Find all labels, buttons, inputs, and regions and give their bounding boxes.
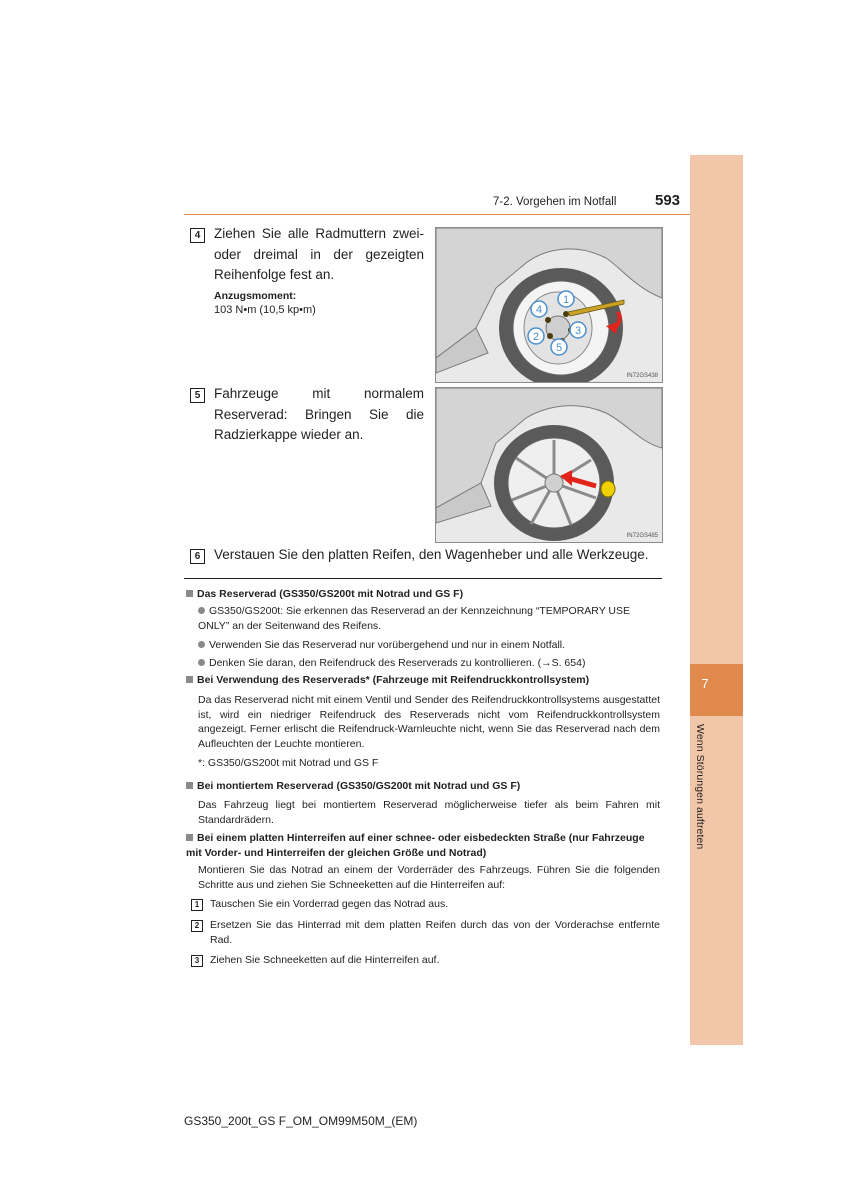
callout-4 <box>531 301 547 317</box>
note-usage-title: Bei Verwendung des Reserverads* (Fahrzeuge mit Reifendruckkontrollsystem) <box>186 674 589 686</box>
figure-code: IN72GS485 <box>626 533 658 539</box>
square-bullet-icon <box>186 834 193 841</box>
note-spare-title: Das Reserverad (GS350/GS200t mit Notrad und GS F) <box>186 588 463 600</box>
svg-text:1: 1 <box>562 294 570 306</box>
step-4-text: Ziehen Sie alle Radmuttern zwei- oder dreimal in der gezeigten Reihenfolge fest an. <box>214 226 424 282</box>
step-number-6: 6 <box>190 549 205 564</box>
note-spare-bullet: Verwenden Sie das Reserverad nur vorübergehend und nur in einem Notfall. <box>198 638 662 653</box>
figure-wheel-nuts <box>435 227 663 383</box>
step-5-text: Fahrzeuge mit normalem Reserverad: Bringen Sie die Radzierkappe wieder an. <box>214 386 424 442</box>
svg-text:5: 5 <box>555 342 563 354</box>
svg-text:3: 3 <box>574 325 582 337</box>
callout-2 <box>528 328 544 344</box>
note-snow-body: Montieren Sie das Notrad an einem der Vorderräder des Fahrzeugs. Führen Sie die folgenden Schritte aus und ziehen Sie Schneeketten auf die Hinterreifen auf: <box>198 864 660 891</box>
round-bullet-icon <box>198 641 205 648</box>
square-bullet-icon <box>186 676 193 683</box>
figure-hubcap <box>435 387 663 543</box>
round-bullet-icon <box>198 659 205 666</box>
torque-label: Anzugsmoment: <box>214 290 297 302</box>
snow-step-text: Ziehen Sie Schneeketten auf die Hinterreifen auf. <box>210 954 440 966</box>
note-spare-bullet: GS350/GS200t: Sie erkennen das Reserverad an der Kennzeichnung “TEMPORARY USE ONLY” an der Seitenwand des Reifens. <box>198 605 631 632</box>
figure-code: IN72GS438 <box>626 373 658 379</box>
snow-step-number: 3 <box>191 955 203 967</box>
snow-step-number: 1 <box>191 899 203 911</box>
svg-text:4: 4 <box>535 304 543 316</box>
note-usage-body: Da das Reserverad nicht mit einem Ventil und Sender des Reifendruckkontrollsystems ausgestattet ist, wird ein niedriger Reifendruck des Reserverads nicht vom Reifendruckkontrollsystem angezeigt. Ferner erlischt die Reifendruck-Warnleuchte nicht, wenn Sie das Reserverad nach dem Aufleuchten der Leuchte montieren. <box>198 694 660 750</box>
note-snow-title: Bei einem platten Hinterreifen auf einer schnee- oder eisbedeckten Straße (nur Fahrzeuge mit Vorder- und Hinterreifen der gleichen Größe und Notrad) <box>186 832 645 859</box>
page-number: 593 <box>655 192 681 209</box>
document-code: GS350_200t_GS F_OM_OM99M50M_(EM) <box>184 1114 418 1128</box>
section-title: 7-2. Vorgehen im Notfall <box>493 196 617 208</box>
note-usage-footnote: *: GS350/GS200t mit Notrad und GS F <box>198 757 379 769</box>
callout-1 <box>558 291 574 307</box>
round-bullet-icon <box>198 607 205 614</box>
section-divider <box>184 578 662 579</box>
hubcap-illustration <box>436 388 662 542</box>
chapter-number: 7 <box>701 676 709 691</box>
step-number-5: 5 <box>190 388 205 403</box>
step-6-text: Verstauen Sie den platten Reifen, den Wagenheber und alle Werkzeuge. <box>214 547 649 562</box>
header-rule <box>184 214 690 215</box>
chapter-title: Wenn Störungen auftreten <box>694 724 706 850</box>
wheel-nut-illustration <box>436 228 662 382</box>
snow-step-text: Tauschen Sie ein Vorderrad gegen das Notrad aus. <box>210 898 449 910</box>
chapter-tab-strip <box>690 155 743 1045</box>
callout-3 <box>570 322 586 338</box>
note-spare-bullet: Denken Sie daran, den Reifendruck des Reserverads zu kontrollieren. (→S. 654) <box>198 656 662 671</box>
snow-step-number: 2 <box>191 920 203 932</box>
square-bullet-icon <box>186 590 193 597</box>
torque-value: 103 N•m (10,5 kp•m) <box>214 304 316 316</box>
square-bullet-icon <box>186 782 193 789</box>
svg-text:2: 2 <box>532 331 540 343</box>
note-mounted-body: Das Fahrzeug liegt bei montiertem Reserverad möglicherweise tiefer als beim Fahren mit Standardrädern. <box>198 799 660 826</box>
callout-5 <box>551 339 567 355</box>
step-number-4: 4 <box>190 228 205 243</box>
note-mounted-title: Bei montiertem Reserverad (GS350/GS200t mit Notrad und GS F) <box>186 780 520 792</box>
snow-step-text: Ersetzen Sie das Hinterrad mit dem platten Reifen durch das von der Vorderachse entfernte Rad. <box>210 919 660 946</box>
